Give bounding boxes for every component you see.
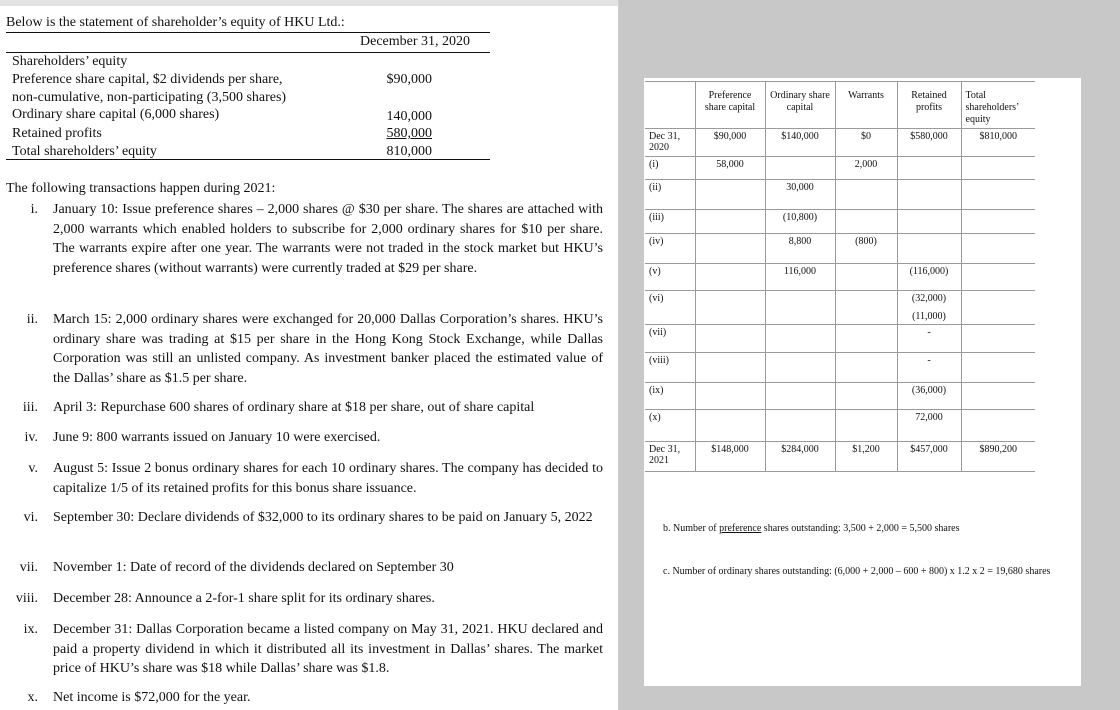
transaction-number: v. (28, 461, 38, 476)
row-label-cell: (ix) (645, 383, 695, 410)
transaction-text: November 1: Date of record of the dividends declared on September 30 (53, 560, 454, 575)
statement-row-label: Preference share capital, $2 dividends per share, (12, 72, 283, 87)
value-cell-ret: (116,000) (897, 264, 961, 291)
header-cell (645, 82, 695, 129)
value-cell-ord (765, 353, 835, 383)
transaction-text: September 30: Declare dividends of $32,000 to its ordinary shares to be paid on January 5, 2022 (53, 510, 593, 525)
value-cell-ord: (10,800) (765, 210, 835, 234)
transaction-text: Net income is $72,000 for the year. (53, 690, 251, 705)
value-cell-pref (695, 264, 765, 291)
value-cell-tot (961, 264, 1035, 291)
value-cell-pref (695, 383, 765, 410)
statement-row-value: 140,000 (386, 109, 432, 124)
note-b: b. Number of preference shares outstanding: 3,500 + 2,000 = 5,500 shares (663, 523, 960, 534)
value-cell-ord: $140,000 (765, 129, 835, 157)
value-cell-ret (897, 234, 961, 264)
statement-row-label: non-cumulative, non-participating (3,500 shares) (12, 90, 287, 105)
statement-row-label: Shareholders’ equity (12, 54, 128, 69)
table-row (645, 311, 1035, 325)
row-label-cell: (i) (645, 157, 695, 180)
value-cell-war: (800) (835, 234, 897, 264)
value-cell-war (835, 325, 897, 353)
row-label-cell: Dec 31, 2021 (645, 442, 695, 472)
transaction-text: June 9: 800 warrants issued on January 10 were exercised. (53, 430, 381, 445)
equity-worksheet-table (645, 81, 1035, 472)
header-cell: Retained profits (897, 82, 961, 129)
table-row (645, 410, 1035, 442)
value-cell-pref (695, 410, 765, 442)
value-cell-war: 2,000 (835, 157, 897, 180)
transaction-text: August 5: Issue 2 bonus ordinary shares for each 10 ordinary shares. The company has decided to capitalize 1/5 of its retained profits for this bonus share issuance. (53, 461, 603, 496)
transaction-text: March 15: 2,000 ordinary shares were exchanged for 20,000 Dallas Corporation’s shares. HKU’s ordinary share was trading at $15 per share in the Hong Kong Stock Exchange, while Dallas Corporation was still an unlisted company. As investment banker placed the estimated value of the Dallas’ share as $1.5 per share. (53, 312, 603, 386)
table-row (645, 353, 1035, 383)
statement-row-label: Ordinary share capital (6,000 shares) (12, 107, 220, 122)
value-cell-ret: 72,000 (897, 410, 961, 442)
value-cell-tot (961, 234, 1035, 264)
value-cell-ret: $457,000 (897, 442, 961, 472)
header-cell: Total shareholders’ equity (961, 82, 1035, 129)
value-cell-ret: $580,000 (897, 129, 961, 157)
transaction-number: ii. (26, 312, 38, 327)
value-cell-tot: $890,200 (961, 442, 1035, 472)
intro-text: Below is the statement of shareholder’s equity of HKU Ltd.: (6, 15, 345, 30)
statement-bottom-rule (6, 159, 490, 160)
value-cell-war: $1,200 (835, 442, 897, 472)
value-cell-tot: $810,000 (961, 129, 1035, 157)
value-cell-pref (695, 234, 765, 264)
statement-total-value: 810,000 (386, 144, 432, 159)
value-cell-pref (695, 180, 765, 210)
table-row (645, 234, 1035, 264)
value-cell-war (835, 383, 897, 410)
value-cell-war: $0 (835, 129, 897, 157)
value-cell-ord (765, 311, 835, 325)
transaction-text: December 28: Announce a 2-for-1 share split for its ordinary shares. (53, 591, 435, 606)
transaction-number: vi. (23, 510, 38, 525)
transaction-number: iii. (22, 400, 38, 415)
value-cell-tot (961, 180, 1035, 210)
transaction-text: January 10: Issue preference shares – 2,000 shares @ $30 per share. The shares are attached with 2,000 warrants which enabled holders to subscribe for 2,000 ordinary shares for $10 per share. The warrants expire after one year. The warrants were not traded in the stock market but HKU’s preference shares (without warrants) were currently traded at $29 per share. (53, 202, 603, 276)
transaction-number: ix. (23, 622, 38, 637)
row-label-cell: (iii) (645, 210, 695, 234)
statement-date-header: December 31, 2020 (360, 34, 471, 49)
value-cell-ret: (36,000) (897, 383, 961, 410)
row-label-cell: (ii) (645, 180, 695, 210)
value-cell-tot (961, 210, 1035, 234)
value-cell-tot (961, 311, 1035, 325)
transaction-text: April 3: Repurchase 600 shares of ordinary share at $18 per share, out of share capital (53, 400, 535, 415)
value-cell-pref (695, 210, 765, 234)
transaction-number: vii. (19, 560, 38, 575)
value-cell-war (835, 353, 897, 383)
value-cell-tot (961, 383, 1035, 410)
value-cell-war (835, 180, 897, 210)
value-cell-pref: $90,000 (695, 129, 765, 157)
value-cell-ord (765, 291, 835, 311)
row-label-cell: (vii) (645, 325, 695, 353)
statement-row-value: $90,000 (386, 72, 432, 87)
value-cell-pref (695, 291, 765, 311)
value-cell-tot (961, 157, 1035, 180)
value-cell-ret: (32,000) (897, 291, 961, 311)
value-cell-war (835, 311, 897, 325)
transaction-text: December 31: Dallas Corporation became a listed company on May 31, 2021. HKU declared and paid a property dividend in which it distributed all its investment in Dallas’ shares. The market price of HKU’s share was $18 while Dallas’ share was $1.8. (53, 622, 603, 676)
value-cell-war (835, 410, 897, 442)
value-cell-tot (961, 291, 1035, 311)
transactions-intro: The following transactions happen during 2021: (6, 181, 276, 196)
value-cell-ret: (11,000) (897, 311, 961, 325)
table-header-row (645, 82, 1035, 129)
table-row (645, 291, 1035, 311)
value-cell-pref (695, 311, 765, 325)
transaction-number: i. (30, 202, 38, 217)
table-row (645, 180, 1035, 210)
table-row (645, 264, 1035, 291)
table-row (645, 442, 1035, 472)
value-cell-ord: $284,000 (765, 442, 835, 472)
row-label-cell: (v) (645, 264, 695, 291)
header-cell: Preference share capital (695, 82, 765, 129)
value-cell-ord: 116,000 (765, 264, 835, 291)
value-cell-tot (961, 353, 1035, 383)
table-row (645, 383, 1035, 410)
value-cell-ret: - (897, 325, 961, 353)
value-cell-ord (765, 157, 835, 180)
row-label-cell: (iv) (645, 234, 695, 264)
value-cell-war (835, 291, 897, 311)
value-cell-ord (765, 383, 835, 410)
table-row (645, 210, 1035, 234)
table-row (645, 129, 1035, 157)
row-label-cell: (vi) (645, 291, 695, 311)
value-cell-war (835, 210, 897, 234)
value-cell-ord (765, 410, 835, 442)
statement-row-value: 580,000 (386, 126, 432, 141)
value-cell-tot (961, 410, 1035, 442)
value-cell-pref (695, 353, 765, 383)
transaction-number: iv. (24, 430, 38, 445)
value-cell-ord: 30,000 (765, 180, 835, 210)
header-rule (6, 52, 490, 53)
value-cell-ord: 8,800 (765, 234, 835, 264)
transaction-number: viii. (15, 591, 38, 606)
value-cell-war (835, 264, 897, 291)
value-cell-pref (695, 325, 765, 353)
statement-row-label: Retained profits (12, 126, 102, 141)
table-row (645, 157, 1035, 180)
header-cell: Warrants (835, 82, 897, 129)
value-cell-tot (961, 325, 1035, 353)
row-label-cell: Dec 31, 2020 (645, 129, 695, 157)
note-c: c. Number of ordinary shares outstanding: (6,000 + 2,000 – 600 + 800) x 1.2 x 2 = 19,680 shares (663, 566, 1051, 577)
intro-underline (6, 32, 490, 33)
value-cell-ord (765, 325, 835, 353)
table-row (645, 325, 1035, 353)
value-cell-ret (897, 157, 961, 180)
row-label-cell: (x) (645, 410, 695, 442)
note-b-underlined-word: preference (719, 523, 762, 534)
value-cell-ret (897, 210, 961, 234)
transaction-number: x. (27, 690, 38, 705)
row-label-cell (645, 311, 695, 325)
value-cell-pref: 58,000 (695, 157, 765, 180)
value-cell-ret: - (897, 353, 961, 383)
page-top-edge (0, 0, 618, 6)
statement-total-label: Total shareholders’ equity (12, 144, 157, 159)
header-cell: Ordinary share capital (765, 82, 835, 129)
table-body (645, 129, 1035, 472)
value-cell-pref: $148,000 (695, 442, 765, 472)
row-label-cell: (viii) (645, 353, 695, 383)
value-cell-ret (897, 180, 961, 210)
